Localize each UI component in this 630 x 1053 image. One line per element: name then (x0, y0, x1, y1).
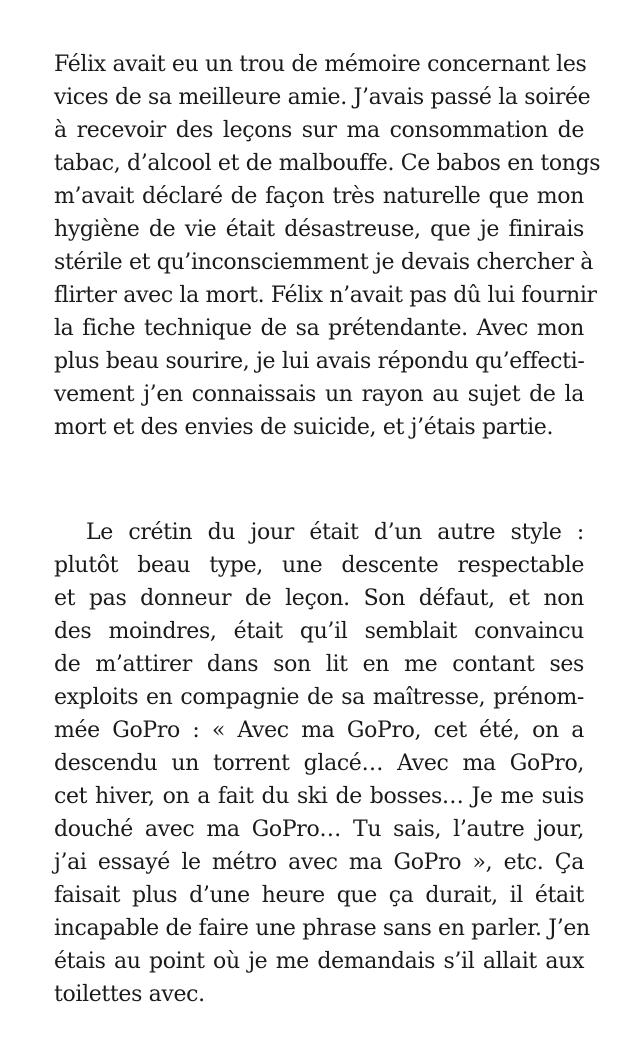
text-line: m’avait déclaré de façon très naturelle que mon (54, 184, 584, 209)
text-line: et pas donneur de leçon. Son défaut, et non (54, 586, 584, 611)
text-line: des moindres, était qu’il semblait convaincu (54, 619, 584, 644)
text-line: à recevoir des leçons sur ma consommation de (54, 118, 584, 143)
text-line: étais au point où je me demandais s’il allait aux (54, 949, 584, 974)
text-line: plus beau sourire, je lui avais répondu qu’effecti- (54, 349, 585, 374)
text-line: de m’attirer dans son lit en me contant ses (54, 652, 584, 677)
text-line: tabac, d’alcool et de malbouffe. Ce babos en tongs (54, 151, 601, 176)
text-line: j’ai essayé le métro avec ma GoPro », etc. Ça (54, 850, 584, 875)
text-line: douché avec ma GoPro… Tu sais, l’autre jour, (54, 817, 584, 842)
text-line: cet hiver, on a fait du ski de bosses… Je me suis (54, 784, 584, 809)
text-line: Le crétin du jour était d’un autre style : (86, 520, 584, 545)
text-line: stérile et qu’inconsciemment je devais chercher à (54, 250, 594, 275)
text-line: Félix avait eu un trou de mémoire concernant les (54, 52, 587, 77)
text-line: flirter avec la mort. Félix n’avait pas dû lui fournir (54, 283, 597, 308)
book-page (54, 48, 601, 1011)
text-line: plutôt beau type, une descente respectable (54, 553, 584, 578)
text-line: incapable de faire une phrase sans en parler. J’en (54, 916, 590, 941)
text-line: vices de sa meilleure amie. J’avais passé la soirée (54, 85, 591, 110)
text-line: la fiche technique de sa prétendante. Avec mon (54, 316, 584, 341)
text-line: mort et des envies de suicide, et j’étais partie. (54, 415, 554, 440)
paragraph-2 (54, 516, 590, 1011)
text-line: descendu un torrent glacé… Avec ma GoPro, (54, 751, 584, 776)
paragraph-1 (54, 48, 601, 444)
text-line: vement j’en connaissais un rayon au sujet de la (54, 382, 584, 407)
text-line: hygiène de vie était désastreuse, que je finirais (54, 217, 584, 242)
text-line: toilettes avec. (54, 982, 205, 1007)
text-line: faisait plus d’une heure que ça durait, il était (54, 883, 584, 908)
text-line: exploits en compagnie de sa maîtresse, prénom- (54, 685, 584, 710)
text-line: mée GoPro : « Avec ma GoPro, cet été, on a (54, 718, 584, 743)
